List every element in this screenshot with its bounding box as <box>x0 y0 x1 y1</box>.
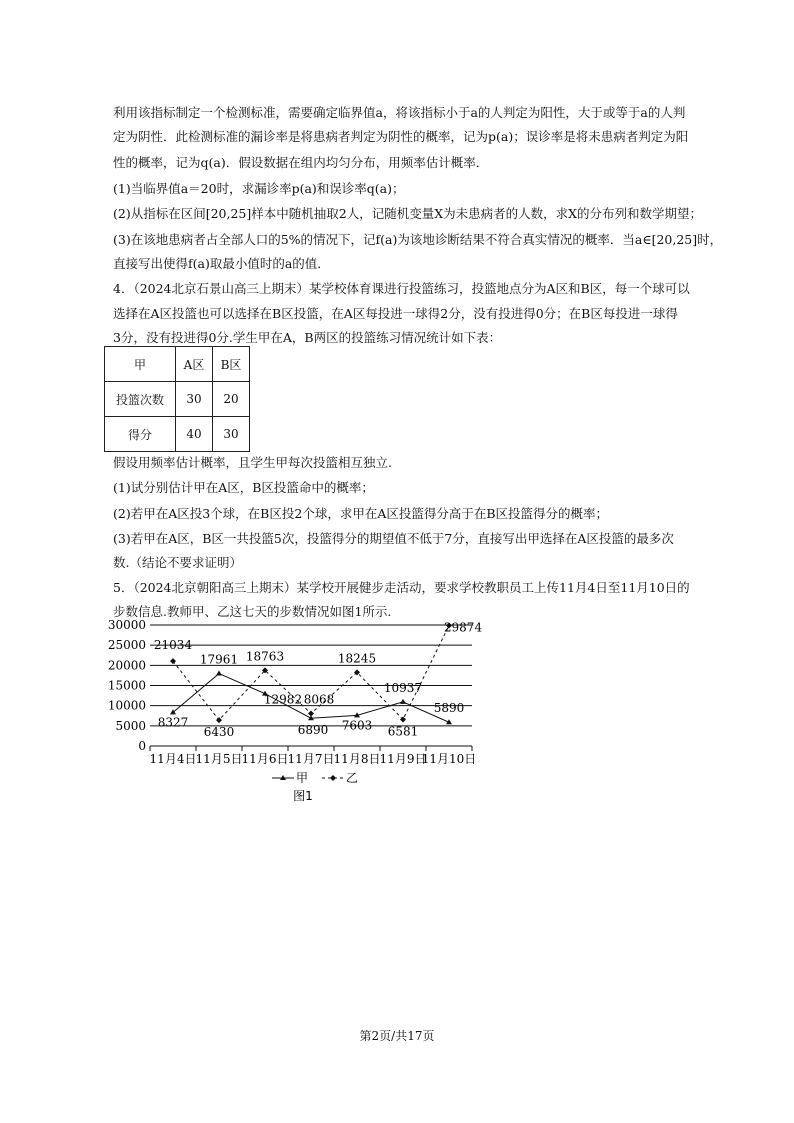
data-point <box>216 671 222 676</box>
question-5-heading: 5．（2024北京朝阳高三上期末）某学校开展健步走活动，要求学校教职员工上传11月4日至11月10日的 <box>113 580 690 595</box>
question-part-2: (2)从指标在区间[20,25]样本中随机抽取2人，记随机变量X为未患病者的人数，求X的分布列和数学期望； <box>113 206 702 221</box>
paragraph-line: 数.（结论不要求证明） <box>113 555 242 570</box>
data-label: 29874 <box>443 620 483 635</box>
data-label: 8068 <box>303 692 335 707</box>
x-tick-label: 11月9日 <box>379 752 427 766</box>
y-tick-label: 15000 <box>107 678 146 693</box>
paragraph-line: 直接写出使得f(a)取最小值时的a的值． <box>113 256 330 271</box>
question-part-1: (1)试分别估计甲在A区，B区投篮命中的概率； <box>113 480 374 495</box>
y-tick-label: 5000 <box>115 718 146 733</box>
y-tick-label: 25000 <box>107 638 146 653</box>
table-cell: 20 <box>213 382 250 417</box>
paragraph-line: 利用该指标制定一个检测标准，需要确定临界值a，将该指标小于a的人判定为阳性，大于或等于a的人判 <box>113 105 686 120</box>
page-footer: 第2页/共17页 <box>359 1029 435 1043</box>
data-label: 18245 <box>337 651 377 666</box>
data-label: 5890 <box>433 701 465 716</box>
paragraph-line: 假设用频率估计概率，且学生甲每次投篮相互独立. <box>113 455 392 470</box>
table-cell: 30 <box>213 417 250 452</box>
paragraph-line: 性的概率，记为q(a)．假设数据在组内均匀分布，用频率估计概率． <box>113 155 489 170</box>
table-header-cell: A区 <box>176 347 213 382</box>
x-tick-label: 11月5日 <box>195 752 243 766</box>
figure-caption: 图1 <box>293 789 313 803</box>
x-tick-label: 11月6日 <box>241 752 289 766</box>
y-tick-label: 10000 <box>107 698 146 713</box>
table-row <box>105 382 250 417</box>
data-label: 18763 <box>245 649 285 664</box>
data-point <box>308 710 314 716</box>
x-tick-label: 11月8日 <box>333 752 381 766</box>
x-tick-label: 11月4日 <box>149 752 197 766</box>
table-cell: 得分 <box>105 417 176 452</box>
table-header-row <box>105 347 250 382</box>
data-label: 8327 <box>157 715 189 730</box>
table-cell: 40 <box>176 417 213 452</box>
chart-series <box>170 623 452 725</box>
data-label: 10937 <box>383 680 423 695</box>
data-labels <box>154 621 483 740</box>
question-part-3: (3)在该地患病者占全部人口的5%的情况下，记f(a)为该地诊断结果不符合真实情况的概率．当a∈[20,25]时， <box>113 232 723 247</box>
x-tick-label: 11月7日 <box>287 752 335 766</box>
question-4-heading: 4．（2024北京石景山高三上期末）某学校体育课进行投篮练习，投篮地点分为A区和B区，每一个球可以 <box>113 281 690 296</box>
paragraph-line: 定为阴性．此检测标准的漏诊率是将患病者判定为阴性的概率，记为p(a)；误诊率是将未患病者判定为阳 <box>113 129 689 144</box>
legend-label: 乙 <box>346 771 359 785</box>
data-label: 7603 <box>341 718 373 733</box>
step-count-chart <box>104 612 504 807</box>
data-label: 17961 <box>199 652 239 667</box>
data-label: 6890 <box>297 723 329 738</box>
table-cell: 30 <box>176 382 213 417</box>
table-cell: 投篮次数 <box>105 382 176 417</box>
data-point <box>216 717 222 723</box>
table-header-cell: B区 <box>213 347 250 382</box>
data-label: 6430 <box>203 725 235 740</box>
y-tick-label: 30000 <box>107 618 146 632</box>
score-table <box>104 346 250 452</box>
data-point <box>400 699 406 704</box>
table-row <box>105 417 250 452</box>
y-tick-label: 0 <box>138 739 146 753</box>
data-label: 12982 <box>263 692 303 707</box>
data-label: 21034 <box>153 638 193 653</box>
paragraph-line: 步数信息.教师甲、乙这七天的步数情况如图1所示. <box>113 604 392 619</box>
data-label: 6581 <box>387 724 419 739</box>
paragraph-line: 选择在A区投篮也可以选择在B区投篮，在A区每投进一球得2分，没有投进得0分；在B区每投进一球得 <box>113 306 678 321</box>
y-tick-label: 20000 <box>107 658 146 673</box>
table-header-cell: 甲 <box>105 347 176 382</box>
legend-marker <box>330 775 336 781</box>
question-part-2: (2)若甲在A区投3个球，在B区投2个球，求甲在A区投篮得分高于在B区投篮得分的概率； <box>113 506 609 521</box>
y-axis-ticks <box>108 618 146 753</box>
x-axis-ticks <box>150 746 477 766</box>
chart-legend <box>272 771 358 785</box>
legend-label: 甲 <box>296 771 309 785</box>
question-part-1: (1)当临界值a＝20时，求漏诊率p(a)和误诊率q(a)； <box>113 181 405 196</box>
question-part-3: (3)若甲在A区，B区一共投篮5次，投篮得分的期望值不低于7分，直接写出甲选择在A区投篮的最多次 <box>113 531 674 546</box>
x-tick-label: 11月10日 <box>421 752 477 766</box>
paragraph-line: 3分，没有投进得0分.学生甲在A，B两区的投篮练习情况统计如下表： <box>113 330 502 345</box>
